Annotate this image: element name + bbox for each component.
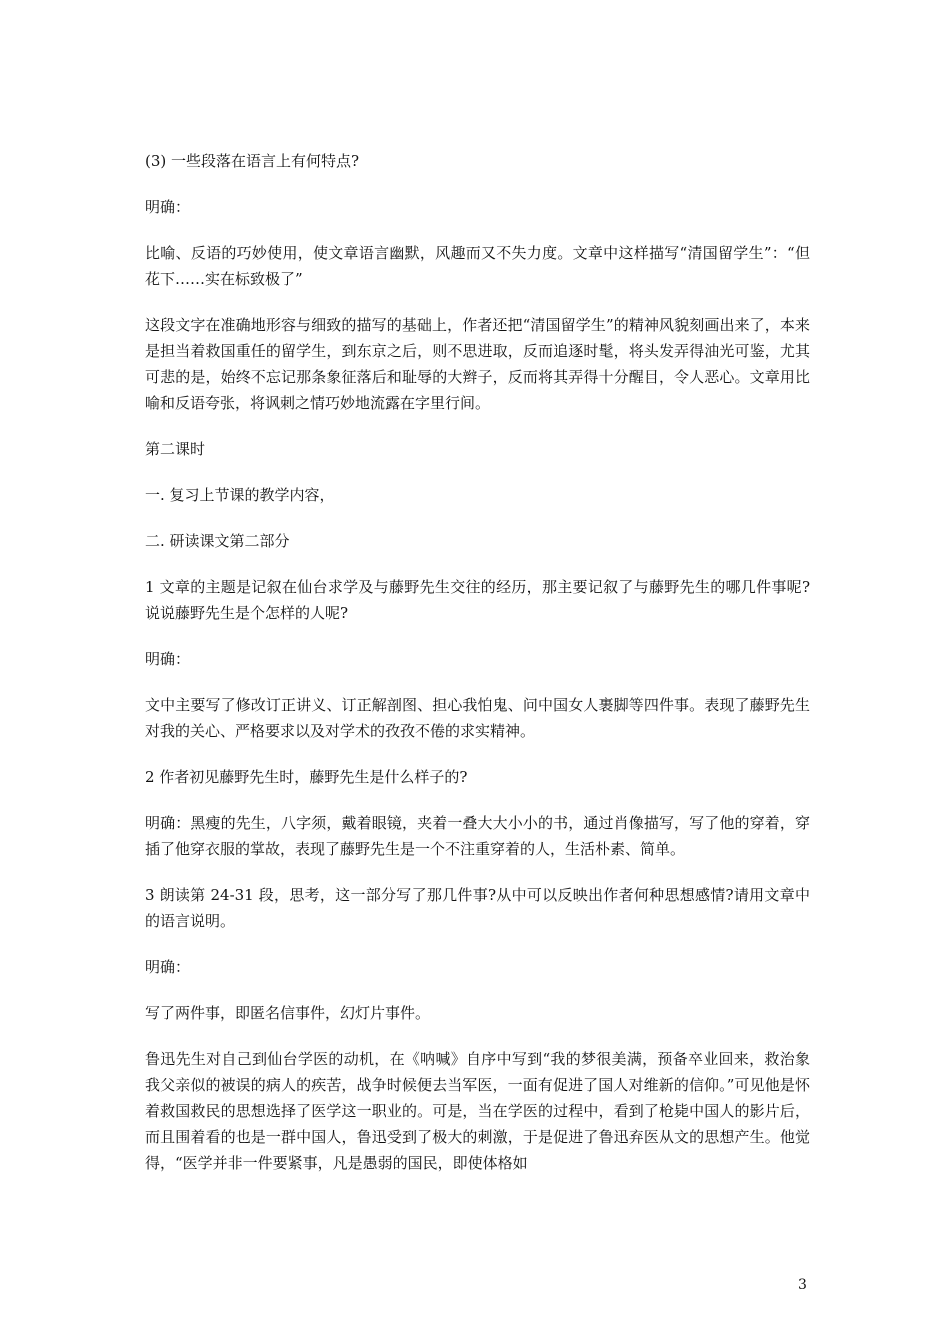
question-3: 3 朗读第 24-31 段，思考，这一部分写了那几件事?从中可以反映出作者何种思想感情?请用文章中的语言说明。 — [145, 886, 810, 930]
document-body — [145, 148, 810, 1196]
question-2: 2 作者初见藤野先生时，藤野先生是什么样子的? — [145, 768, 468, 786]
lesson-heading: 第二课时 — [145, 440, 206, 458]
answer-paragraph: 文中主要写了修改订正讲义、订正解剖图、担心我怕鬼、问中国女人裹脚等四件事。表现了藤野先生对我的关心、严格要求以及对学术的孜孜不倦的求实精神。 — [145, 696, 810, 740]
answer-paragraph: 明确：黑瘦的先生，八字须，戴着眼镜，夹着一叠大大小小的书，通过肖像描写，写了他的穿着，穿插了他穿衣服的掌故，表现了藤野先生是一个不注重穿着的人，生活朴素、简单。 — [145, 814, 810, 858]
answer-label: 明确： — [145, 958, 191, 976]
question-1: 1 文章的主题是记叙在仙台求学及与藤野先生交往的经历，那主要记叙了与藤野先生的哪几件事呢?说说藤野先生是个怎样的人呢? — [145, 578, 810, 622]
answer-label: 明确： — [145, 198, 191, 216]
section-heading-study: 二. 研读课文第二部分 — [145, 532, 290, 550]
page-number: 3 — [798, 1277, 807, 1293]
answer-paragraph: 写了两件事，即匿名信事件，幻灯片事件。 — [145, 1004, 431, 1022]
analysis-paragraph: 鲁迅先生对自己到仙台学医的动机，在《呐喊》自序中写到“我的梦很美满，预备卒业回来，救治象我父亲似的被误的病人的疾苦，战争时候便去当军医，一面有促进了国人对维新的信仰。”可见他是怀着救国救民的思想选择了医学这一职业的。可是，当在学医的过程中，看到了枪毙中国人的影片后，而且围着看的也是一群中国人，鲁迅受到了极大的刺激，于是促进了鲁迅弃医从文的思想产生。他觉得，“医学并非一件要紧事，凡是愚弱的国民，即使体格如 — [145, 1050, 810, 1172]
answer-label: 明确： — [145, 650, 191, 668]
question-3-heading: (3) 一些段落在语言上有何特点? — [145, 152, 360, 170]
section-heading-review: 一. 复习上节课的教学内容， — [145, 486, 335, 504]
answer-paragraph: 比喻、反语的巧妙使用，使文章语言幽默，风趣而又不失力度。文章中这样描写“清国留学生”：“但花下……实在标致极了” — [145, 244, 810, 288]
analysis-paragraph: 这段文字在准确地形容与细致的描写的基础上，作者还把“清国留学生”的精神风貌刻画出来了，本来是担当着救国重任的留学生，到东京之后，则不思进取，反而追逐时髦，将头发弄得油光可鉴，尤其可悲的是，始终不忘记那条象征落后和耻辱的大辫子，反而将其弄得十分醒目，令人恶心。文章用比喻和反语夸张，将讽刺之情巧妙地流露在字里行间。 — [145, 316, 810, 412]
